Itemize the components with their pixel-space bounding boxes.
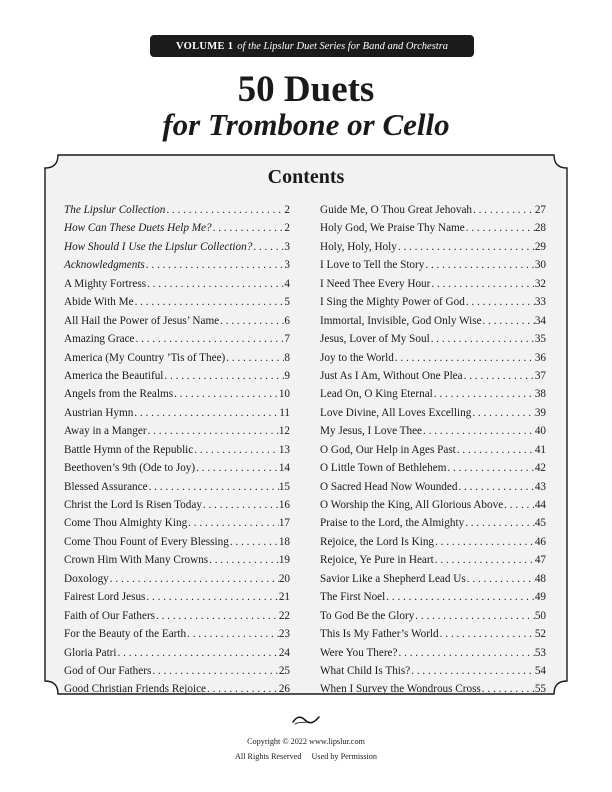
dot-leader [434,536,535,548]
toc-entry-title: All Hail the Power of Jesus’ Name [64,314,220,327]
toc-entry [320,333,546,351]
toc-entry [64,388,290,406]
dot-leader [163,370,284,382]
toc-entry-title: Abide With Me [64,296,134,309]
toc-entry [64,425,290,443]
toc-entry-title: I Sing the Mighty Power of God [320,296,465,309]
toc-entry-title: America the Beautiful [64,369,164,382]
toc-right-column [320,204,546,702]
dot-leader [466,573,535,585]
dot-leader [134,296,285,308]
toc-entry [320,444,546,462]
toc-entry-page: 22 [278,609,290,622]
toc-entry-title: Praise to the Lord, the Almighty [320,517,465,530]
toc-entry-title: I Need Thee Every Hour [320,277,431,290]
toc-entry-page: 36 [534,351,546,364]
toc-entry [64,204,290,222]
toc-entry [64,517,290,535]
toc-entry-page: 29 [534,240,546,253]
dot-leader [186,628,279,640]
toc-entry-title: Acknowledgments [64,259,145,272]
toc-entry [320,259,546,277]
toc-entry [64,481,290,499]
dot-leader [225,352,284,364]
dot-leader [430,333,535,345]
dot-leader [145,591,278,603]
toc-entry-title: Battle Hymn of the Republic [64,443,194,456]
toc-entry [64,370,290,388]
toc-entry-title: Blessed Assurance [64,480,148,493]
book-subtitle: for Trombone or Cello [162,107,450,142]
toc-entry-title: Come Thou Fount of Every Blessing [64,535,229,548]
toc-entry-page: 6 [284,314,290,327]
toc-entry [320,388,546,406]
dot-leader [135,333,285,345]
dot-leader [463,370,535,382]
dot-leader [147,425,279,437]
toc-entry-title: Savior Like a Shepherd Lead Us [320,572,466,585]
toc-entry [320,407,546,425]
toc-entry-page: 43 [534,480,546,493]
toc-entry [320,296,546,314]
dot-leader [146,278,284,290]
used-by-permission: Used by Permission [311,752,377,761]
toc-entry-title: America (My Country ’Tis of Thee) [64,351,226,364]
toc-entry-page: 3 [284,259,290,272]
dot-leader [212,222,285,234]
dot-leader [414,610,535,622]
toc-entry [320,683,546,701]
toc-entry-page: 40 [534,425,546,438]
toc-entry-title: God of Our Fathers [64,664,152,677]
toc-entry-title: Were You There? [320,646,398,659]
toc-entry-title: Doxology [64,572,109,585]
dot-leader [385,591,535,603]
toc-entry-page: 52 [534,628,546,641]
dot-leader [424,259,534,271]
copyright-line: Copyright © 2022 www.lipslur.com [247,737,365,746]
toc-entry-page: 44 [534,499,546,511]
toc-entry-title: Come Thou Almighty King [64,517,188,530]
toc-entry-page: 11 [279,406,290,419]
toc-entry [320,554,546,572]
dot-leader [430,278,534,290]
rights-line [0,752,612,761]
toc-entry-title: Away in a Manger [64,425,147,438]
dot-leader [187,517,279,529]
dot-leader [410,665,535,677]
toc-entry [64,296,290,314]
dot-leader [398,647,535,659]
dot-leader [397,241,535,253]
toc-entry-page: 53 [534,646,546,659]
flourish-ornament [291,714,321,726]
toc-entry-title: Jesus, Lover of My Soul [320,333,430,346]
dot-leader [206,683,279,695]
toc-entry-page: 25 [278,664,290,677]
toc-entry-page: 33 [534,296,546,309]
toc-entry-title: When I Survey the Wondrous Cross [320,683,481,696]
toc-entry [320,628,546,646]
dot-leader [109,573,279,585]
dot-leader [446,462,534,474]
toc-entry-page: 55 [534,683,546,696]
dot-leader [465,222,535,234]
toc-entry-page: 30 [534,259,546,272]
toc-entry-page: 28 [534,222,546,235]
toc-entry-title: O Little Town of Bethlehem [320,462,447,475]
toc-entry [64,554,290,572]
toc-entry-page: 27 [534,204,546,216]
toc-entry-title: Beethoven’s 9th (Ode to Joy) [64,462,196,475]
toc-entry [64,259,290,277]
toc-entry-title: Good Christian Friends Rejoice [64,683,207,696]
dot-leader [471,407,535,419]
toc-entry-page: 24 [278,646,290,659]
toc-entry-title: Love Divine, All Loves Excelling [320,406,472,419]
toc-entry-title: I Love to Tell the Story [320,259,425,272]
toc-entry [64,499,290,517]
toc-entry-page: 14 [278,462,290,475]
series-banner [150,35,474,57]
toc-left-column [64,204,290,702]
toc-entry-page: 12 [278,425,290,438]
toc-entry-title: Angels from the Realms [64,388,174,401]
dot-leader [151,665,279,677]
toc-entry [64,241,290,259]
toc-entry-page: 13 [278,443,290,456]
toc-entry-title: Rejoice, Ye Pure in Heart [320,554,434,567]
dot-leader [472,204,535,216]
toc-entry-page: 39 [534,406,546,419]
toc-entry-page: 49 [534,591,546,604]
dot-leader [481,683,535,695]
toc-entry [64,591,290,609]
toc-entry-page: 7 [284,333,290,346]
toc-entry-page: 42 [534,462,546,475]
toc-entry [64,665,290,683]
toc-entry-title: O God, Our Help in Ages Past [320,443,456,456]
toc-entry-page: 35 [534,333,546,346]
volume-label: VOLUME 1 [175,40,234,52]
toc-entry-title: What Child Is This? [320,664,411,677]
toc-entry-title: Immortal, Invisible, God Only Wise [320,314,482,327]
toc-entry-page: 16 [278,499,290,511]
dot-leader [155,610,279,622]
dot-leader [465,296,535,308]
toc-entry [320,222,546,240]
dot-leader [165,204,284,216]
toc-entry-title: Christ the Lord Is Risen Today [64,499,202,511]
toc-entry-title: Amazing Grace [64,333,135,346]
dot-leader [148,481,279,493]
toc-entry-page: 8 [284,351,290,364]
dot-leader [439,628,535,640]
toc-entry-page: 5 [284,296,290,309]
dot-leader [195,462,279,474]
toc-entry [320,315,546,333]
toc-entry-title: Crown Him With Many Crowns [64,554,209,567]
toc-entry-page: 45 [534,517,546,530]
book-title: 50 Duets [237,69,375,110]
toc-entry [320,665,546,683]
toc-entry-page: 38 [534,388,546,401]
toc-entry [64,407,290,425]
dot-leader [457,481,534,493]
toc-entry [320,517,546,535]
toc-entry [64,444,290,462]
toc-entry-title: Gloria Patri [64,646,117,659]
toc-entry-title: Guide Me, O Thou Great Jehovah [320,204,473,216]
dot-leader [117,647,279,659]
toc-entry [64,222,290,240]
toc-entry-page: 41 [534,443,546,456]
toc-entry [320,536,546,554]
toc-entry [64,573,290,591]
toc-entry [320,352,546,370]
toc-entry-page: 19 [278,554,290,567]
toc-entry [64,683,290,701]
dot-leader [208,554,279,566]
dot-leader [456,444,535,456]
dot-leader [219,315,284,327]
toc-entry-page: 4 [284,277,290,290]
dot-leader [202,499,279,511]
toc-entry-page: 26 [278,683,290,696]
toc-entry-title: Holy, Holy, Holy [320,240,397,253]
toc-entry [64,628,290,646]
toc-entry-title: Just As I Am, Without One Plea [320,369,463,382]
toc-entry [64,333,290,351]
dot-leader [394,352,535,364]
toc-entry-page: 34 [534,314,546,327]
toc-entry [320,573,546,591]
dot-leader [503,499,535,511]
toc-entry-title: How Can These Duets Help Me? [64,222,212,235]
toc-entry [64,610,290,628]
toc-entry-title: Lead On, O King Eternal [320,388,433,401]
toc-entry-title: O Worship the King, All Glorious Above [320,499,504,511]
toc-entry-page: 18 [278,535,290,548]
dot-leader [173,388,279,400]
contents-heading: Contents [267,166,345,188]
toc-entry [64,315,290,333]
toc-entry [64,536,290,554]
toc-entry-page: 23 [278,628,290,641]
toc-entry [64,647,290,665]
toc-entry-page: 9 [284,369,290,382]
dot-leader [464,517,535,529]
toc-entry [320,204,546,222]
toc-entry-title: Rejoice, the Lord Is King [320,535,435,548]
dot-leader [193,444,279,456]
toc-entry [320,610,546,628]
toc-entry-title: Fairest Lord Jesus [64,591,146,604]
toc-entry-title: Austrian Hymn [64,406,134,419]
toc-entry-title: For the Beauty of the Earth [64,628,187,641]
dot-leader [145,259,285,271]
toc-entry-title: My Jesus, I Love Thee [320,425,423,438]
toc-entry-title: Faith of Our Fathers [64,609,156,622]
toc-entry [320,370,546,388]
series-label: of the Lipslur Duet Series for Band and Orchestra [237,40,449,52]
toc-entry-page: 21 [278,591,290,604]
toc-entry [320,462,546,480]
toc-entry-page: 20 [278,572,290,585]
toc-entry-title: The Lipslur Collection [64,204,166,216]
toc-entry-title: The First Noel [320,591,386,604]
dot-leader [229,536,279,548]
dot-leader [422,425,535,437]
toc-entry-page: 3 [284,240,290,253]
toc-entry-page: 54 [534,664,546,677]
toc-entry-title: This Is My Father’s World [320,628,439,641]
dot-leader [434,554,535,566]
toc-entry [64,462,290,480]
dot-leader [433,388,535,400]
toc-entry-title: How Should I Use the Lipslur Collection? [64,240,253,253]
toc-entry-title: To God Be the Glory [320,609,415,622]
toc-entry-page: 37 [534,369,546,382]
toc-entry [64,278,290,296]
toc-entry-page: 47 [534,554,546,567]
dot-leader [482,315,535,327]
toc-entry-page: 46 [534,535,546,548]
toc-entry-page: 32 [534,277,546,290]
toc-entry-page: 2 [284,222,290,235]
dot-leader [133,407,279,419]
toc-entry-title: O Sacred Head Now Wounded [320,480,458,493]
toc-entry-title: A Mighty Fortress [64,277,147,290]
toc-entry-page: 2 [284,204,290,216]
toc-entry-page: 50 [534,609,546,622]
toc-entry [320,591,546,609]
toc-entry [320,481,546,499]
toc-entry-title: Joy to the World [320,351,394,364]
toc-entry-title: Holy God, We Praise Thy Name [320,222,465,235]
rights-reserved: All Rights Reserved [235,752,302,761]
toc-entry [320,241,546,259]
toc-entry-page: 17 [278,517,290,530]
toc-entry [64,352,290,370]
toc-entry-page: 10 [278,388,290,401]
toc-entry [320,647,546,665]
toc-entry [320,499,546,517]
dot-leader [252,241,284,253]
toc-entry [320,425,546,443]
toc-entry-page: 48 [534,572,546,585]
toc-entry-page: 15 [278,480,290,493]
toc-entry [320,278,546,296]
